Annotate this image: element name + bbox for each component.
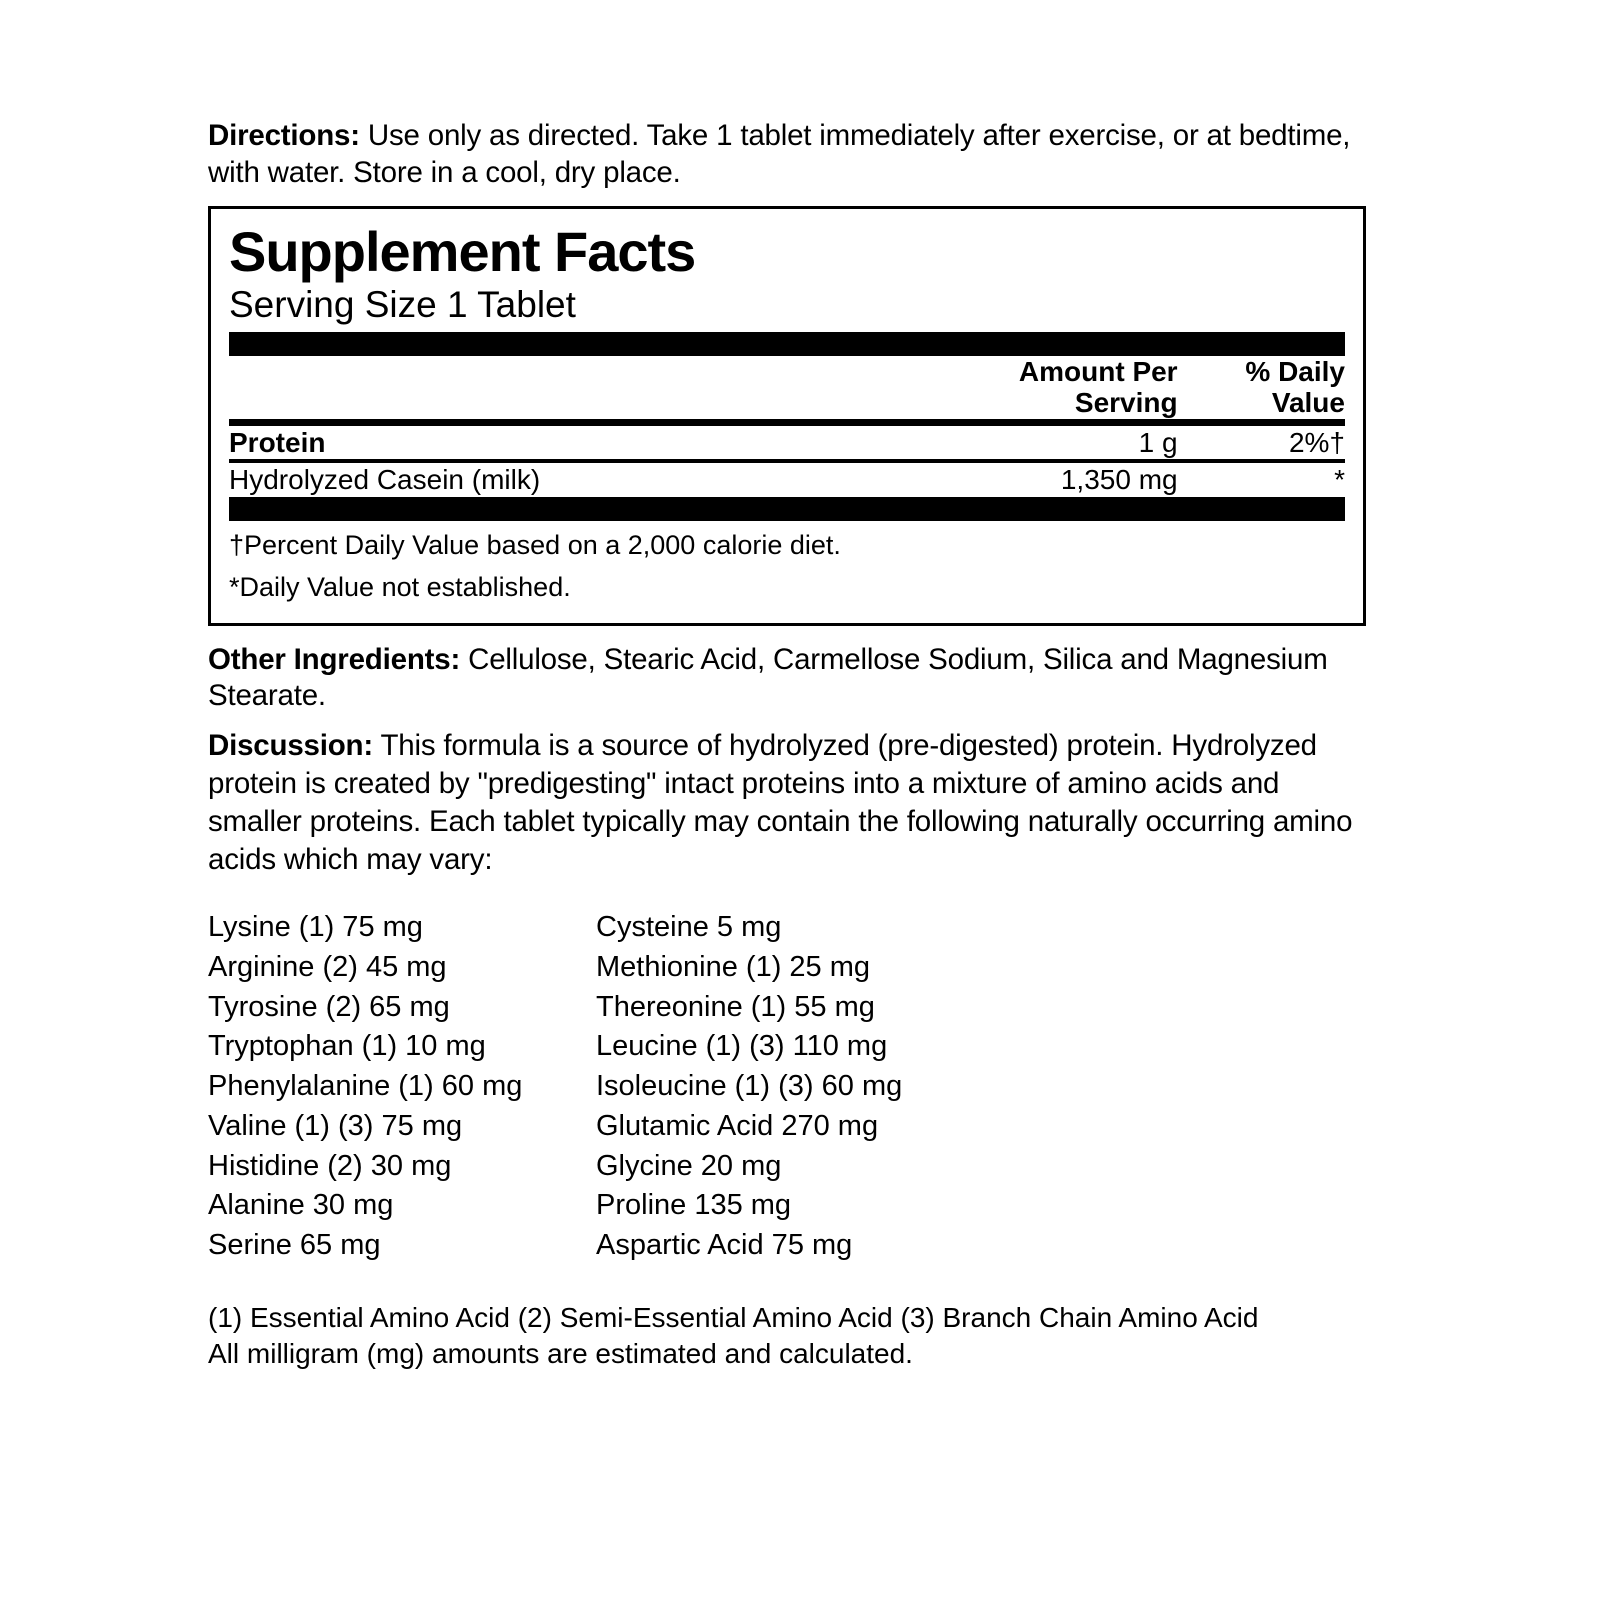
other-ingredients-label: Other Ingredients:: [208, 642, 461, 676]
nutrient-name: Protein: [229, 426, 326, 458]
directions-label: Directions:: [208, 119, 360, 152]
table-row: [229, 463, 1345, 497]
amino-acid-list: [208, 908, 1366, 1265]
table-header-row: [229, 356, 1345, 419]
directions-text: Use only as directed. Take 1 tablet immediately after exercise, or at bedtime, with water. Store in a cool, dry place.: [208, 119, 1351, 189]
nutrient-amount: 1 g: [1138, 426, 1178, 458]
amount-per-serving-header: Amount Per Serving: [1018, 356, 1178, 419]
footnote-daily-value: †Percent Daily Value based on a 2,000 calorie diet.: [229, 530, 841, 560]
discussion-paragraph: [208, 727, 1366, 878]
supplement-facts-table: [229, 356, 1345, 419]
divider-under-header: [229, 419, 1345, 426]
list-item: Tryptophan (1) 10 mg: [208, 1030, 486, 1063]
supplement-facts-rows: [229, 426, 1345, 460]
list-item: Valine (1) (3) 75 mg: [208, 1109, 463, 1142]
other-ingredients-paragraph: [208, 642, 1366, 716]
supplement-facts-panel: [208, 206, 1366, 626]
discussion-label: Discussion:: [208, 729, 374, 763]
discussion-text: This formula is a source of hydrolyzed (pre-digested) protein. Hydrolyzed protein is created by "predigesting" intact proteins into a mixture of amino acids and smaller proteins. Each tablet typically may contain the following naturally occurring amino acids which may vary:: [208, 729, 1353, 876]
amino-acid-column-left: [208, 908, 596, 1265]
supplement-facts-rows-2: [229, 463, 1345, 497]
divider-thick-top: [229, 332, 1345, 356]
legend-line-2: All milligram (mg) amounts are estimated and calculated.: [208, 1338, 913, 1370]
nutrient-name: Hydrolyzed Casein (milk): [229, 464, 541, 496]
list-item: Alanine 30 mg: [208, 1189, 394, 1222]
daily-value-header: % Daily Value: [1245, 356, 1345, 419]
list-item: Phenylalanine (1) 60 mg: [208, 1070, 523, 1103]
legend-line-1: (1) Essential Amino Acid (2) Semi-Essential Amino Acid (3) Branch Chain Amino Acid: [208, 1301, 1259, 1333]
table-row: [229, 426, 1345, 460]
amino-acid-column-right: [596, 908, 1096, 1265]
serving-size: Serving Size 1 Tablet: [229, 283, 576, 325]
legend-block: [208, 1300, 1366, 1373]
list-item: Serine 65 mg: [208, 1229, 381, 1261]
footnote-not-established: *Daily Value not established.: [229, 571, 571, 602]
list-item: Glutamic Acid 270 mg: [596, 1109, 879, 1142]
list-item: Isoleucine (1) (3) 60 mg: [596, 1070, 903, 1103]
list-item: Cysteine 5 mg: [596, 911, 782, 944]
list-item: Arginine (2) 45 mg: [208, 950, 447, 983]
list-item: Methionine (1) 25 mg: [596, 950, 871, 983]
list-item: Glycine 20 mg: [596, 1149, 782, 1182]
list-item: Aspartic Acid 75 mg: [596, 1229, 853, 1261]
other-ingredients-text: Cellulose, Stearic Acid, Carmellose Sodium, Silica and Magnesium Stearate.: [208, 642, 1328, 713]
supplement-facts-title: Supplement Facts: [229, 219, 696, 283]
list-item: Leucine (1) (3) 110 mg: [596, 1030, 888, 1063]
list-item: Proline 135 mg: [596, 1189, 792, 1222]
nutrient-dv: *: [1334, 464, 1345, 496]
list-item: Thereonine (1) 55 mg: [596, 990, 875, 1023]
divider-thick-bottom: [229, 497, 1345, 521]
list-item: Tyrosine (2) 65 mg: [208, 990, 450, 1023]
nutrient-amount: 1,350 mg: [1060, 464, 1178, 496]
list-item: Lysine (1) 75 mg: [208, 911, 423, 944]
directions-paragraph: [208, 118, 1366, 192]
list-item: Histidine (2) 30 mg: [208, 1149, 452, 1182]
label-panel: [208, 118, 1366, 1373]
nutrient-dv: 2%†: [1288, 426, 1345, 458]
